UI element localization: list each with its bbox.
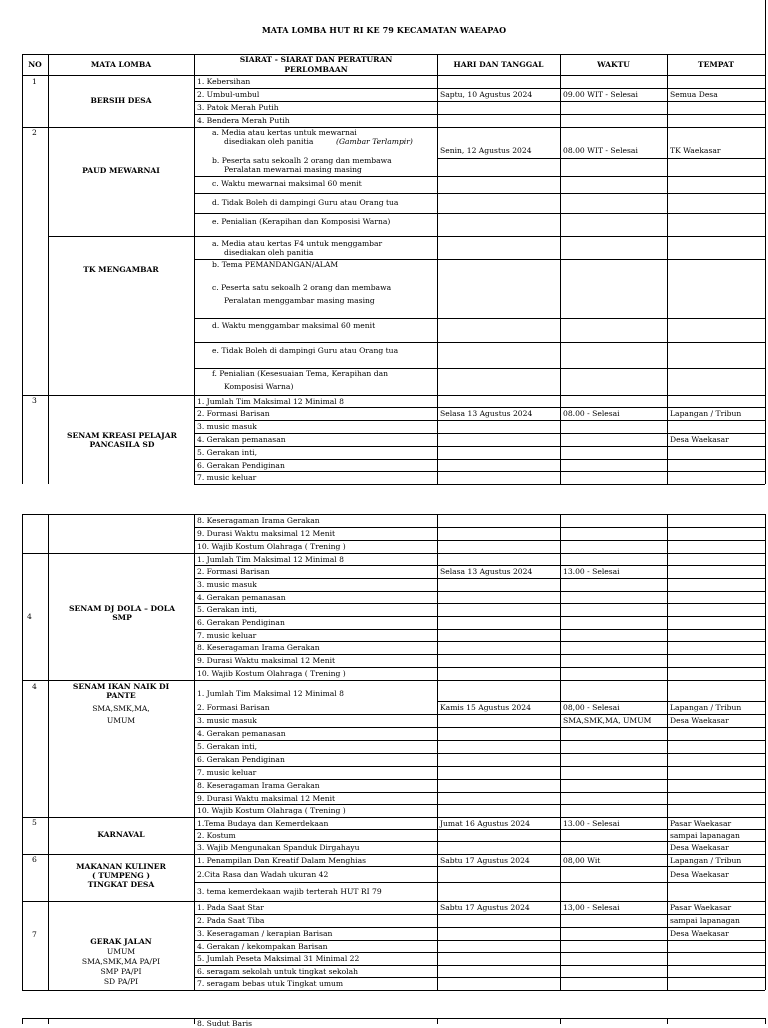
row-number: 4 [32, 682, 37, 691]
competition-name: BERSIH DESA [90, 96, 152, 105]
rule-item: 3. Wajib Mengunakan Spanduk Dirgahayu [197, 843, 360, 852]
rule-item: 6. Gerakan Pendiginan [197, 461, 285, 470]
rule-item: 1. Pada Saat Star [197, 903, 264, 912]
competition-name: SENAM IKAN NAIK DI [72, 682, 170, 691]
competition-time: 13,00 - Selesai [563, 903, 620, 912]
rule-item: 3. Patok Merah Putih [197, 103, 279, 112]
rule-item: disediakan oleh panitia [224, 137, 314, 146]
competition-time: 08.00 WIT - Selesai [563, 146, 638, 155]
rule-item: e. Tidak Boleh di dampingi Guru atau Orang tua [212, 346, 399, 355]
rule-item: 1. Penampilan Dan Kreatif Dalam Menghias [197, 856, 366, 865]
rule-item: 2. Umbul-umbul [197, 90, 260, 99]
rule-item: (Gambar Terlampir) [336, 137, 413, 146]
rule-item: 10. Wajib Kostum Olahraga ( Trening ) [197, 806, 346, 815]
header-hari-tanggal: HARI DAN TANGGAL [453, 60, 544, 69]
rule-item: 7. music keluar [197, 473, 257, 482]
competition-date: Selasa 13 Agustus 2024 [440, 409, 533, 418]
competition-time: 08.00 - Selesai [563, 409, 620, 418]
rule-item: 4. Gerakan pemanasan [197, 593, 286, 602]
rule-item: 1. Kebersihan [197, 77, 251, 86]
rule-item: 6. Gerakan Pendiginan [197, 618, 285, 627]
competition-date: Selasa 13 Agustus 2024 [440, 567, 533, 576]
competition-time: 13.00 - Selesai [563, 567, 620, 576]
row-number: 3 [32, 396, 37, 405]
rule-item: c. Waktu mewarnai maksimal 60 menit [212, 179, 362, 188]
competition-category: SMA,SMK,MA PA/PI [81, 957, 161, 966]
competition-name: SENAM DJ DOLA – DOLA SMP [69, 604, 175, 622]
competition-place: TK Waekasar [670, 146, 721, 155]
rule-item: 8. Keseragaman Irama Gerakan [197, 781, 320, 790]
document-title: MATA LOMBA HUT RI KE 79 KECAMATAN WAEAPAO [261, 25, 507, 35]
competition-name: GERAK JALAN [90, 937, 152, 946]
rule-item: disediakan oleh panitia [224, 248, 314, 257]
competition-name: MAKANAN KULINER [76, 862, 166, 871]
competition-name: ( TUMPENG ) [91, 871, 151, 880]
rule-item: 2. Formasi Barisan [197, 567, 270, 576]
competition-date: Saptu, 10 Agustus 2024 [440, 90, 533, 99]
header-tempat: TEMPAT [697, 60, 735, 69]
rule-item: 4. Bendera Merah Putih [197, 116, 290, 125]
rule-item: 9. Durasi Waktu maksimal 12 Menit [197, 656, 336, 665]
rule-item: 3. music masuk [197, 716, 257, 725]
row-number: 2 [32, 128, 37, 137]
competition-name: PANTE [106, 691, 136, 700]
competition-place: Semua Desa [670, 90, 718, 99]
row-number: 6 [32, 855, 37, 864]
competition-name: TK MENGAMBAR [83, 265, 159, 274]
rule-item: 1. Jumlah Tim Maksimal 12 Minimal 8 [197, 555, 344, 564]
competition-time: 09.00 WIT - Selesai [563, 90, 638, 99]
rule-item: 7. music keluar [197, 768, 257, 777]
row-number: 7 [32, 930, 37, 939]
rule-item: 1. Jumlah Tim Maksimal 12 Minimal 8 [197, 689, 344, 698]
rule-item: a. Media atau kertas untuk mewarnai [212, 128, 357, 137]
competition-place: Lapangan / Tribun [670, 409, 742, 418]
competition-category: SD PA/PI [103, 977, 139, 986]
header-waktu: WAKTU [597, 60, 630, 69]
rule-item: 4. Gerakan / kekompakan Barisan [197, 942, 328, 951]
rule-item: 4. Gerakan pemanasan [197, 729, 286, 738]
header-no: NO [28, 60, 42, 69]
rule-item: 10. Wajib Kostum Olahraga ( Trening ) [197, 542, 346, 551]
competition-category: SMP PA/PI [100, 967, 142, 976]
rule-item: 2.Cita Rasa dan Wadah ukuran 42 [197, 870, 329, 879]
rule-item: 2. Kostum [197, 831, 236, 840]
rule-item: Komposisi Warna) [224, 382, 294, 391]
rule-item: 5. Gerakan inti, [197, 448, 258, 457]
rule-item: 9. Durasi Waktu maksimal 12 Menit [197, 529, 336, 538]
header-syarat: SIARAT - SIARAT DAN PERATURAN PERLOMBAAN [239, 55, 393, 74]
rule-item: d. Tidak Boleh di dampingi Guru atau Orang tua [212, 198, 399, 207]
competition-time: 08,00 Wit [563, 856, 601, 865]
competition-time: 08,00 - Selesai [563, 703, 620, 712]
competition-name: SENAM KREASI PELAJAR PANCASILA SD [67, 431, 177, 449]
rule-item: 8. Sudut Baris [197, 1019, 253, 1028]
competition-date: Kamis 15 Agustus 2024 [440, 703, 531, 712]
competition-place: Desa Waekasar [670, 843, 729, 852]
rule-item: c. Peserta satu sekoalh 2 orang dan membawa [212, 283, 392, 292]
competition-category: UMUM [106, 947, 136, 956]
rule-item: 8. Keseragaman Irama Gerakan [197, 516, 320, 525]
competition-category: UMUM [106, 716, 136, 725]
rule-item: 2. Formasi Barisan [197, 409, 270, 418]
rule-item: b. Tema PEMANDANGAN/ALAM [212, 260, 339, 269]
rule-item: 1. Jumlah Tim Maksimal 12 Minimal 8 [197, 397, 344, 406]
competition-category: SMA,SMK,MA, [92, 704, 150, 713]
competition-date: Jumat 16 Agustus 2024 [440, 819, 530, 828]
rule-item: 2. Formasi Barisan [197, 703, 270, 712]
rule-item: e. Penialian (Kerapihan dan Komposisi Warna) [212, 217, 391, 226]
competition-place: Desa Waekasar [670, 929, 729, 938]
rule-item: Peralatan menggambar masing masing [224, 296, 375, 305]
rule-item: 7. seragam bebas utuk Tingkat umum [197, 979, 344, 988]
competition-date: Sabtu 17 Agustus 2024 [440, 856, 530, 865]
rule-item: 3. tema kemerdekaan wajib terterah HUT RI 79 [197, 887, 382, 896]
rule-item: 1.Tema Budaya dan Kemerdekaan [197, 819, 329, 828]
rule-item: 7. music keluar [197, 631, 257, 640]
row-number: 5 [32, 818, 37, 827]
competition-place: Pasar Waekasar [670, 903, 732, 912]
rule-item: f. Penialian (Kesesuaian Tema, Kerapihan dan [212, 369, 388, 378]
rule-item: 5. Gerakan inti, [197, 605, 258, 614]
rule-item: 2. Pada Saat Tiba [197, 916, 265, 925]
rule-item: 10. Wajib Kostum Olahraga ( Trening ) [197, 669, 346, 678]
competition-place: Desa Waekasar [670, 870, 729, 879]
rule-item: 5. Gerakan inti, [197, 742, 258, 751]
row-number: 4 [27, 612, 32, 621]
rule-item: b. Peserta satu sekoalh 2 orang dan membawa [212, 156, 392, 165]
rule-item: d. Waktu menggambar maksimal 60 menit [212, 321, 376, 330]
rule-item: a. Media atau kertas F4 untuk menggambar [212, 239, 383, 248]
competition-date: Senin, 12 Agustus 2024 [440, 146, 532, 155]
rule-item: 6. seragam sekolah untuk tingkat sekolah [197, 967, 359, 976]
rule-item: 5. Jumlah Peseta Maksimal 31 Minimal 22 [197, 954, 360, 963]
rule-item: 3. Keseragaman / kerapian Barisan [197, 929, 333, 938]
competition-place: Lapangan / Tribun [670, 856, 742, 865]
competition-date: Sabtu 17 Agustus 2024 [440, 903, 530, 912]
competition-place: Pasar Waekasar [670, 819, 732, 828]
rule-item: 4. Gerakan pemanasan [197, 435, 286, 444]
rule-item: 3. music masuk [197, 580, 257, 589]
competition-name: KARNAVAL [97, 830, 145, 839]
competition-place: sampai lapanagan [670, 916, 740, 925]
competition-name: TINGKAT DESA [87, 880, 155, 889]
rule-item: Peralatan mewarnai masing masing [224, 165, 362, 174]
rule-item: 8. Keseragaman Irama Gerakan [197, 643, 320, 652]
competition-place: Desa Waekasar [670, 435, 729, 444]
rule-item: 6. Gerakan Pendiginan [197, 755, 285, 764]
rule-item: 9. Durasi Waktu maksimal 12 Menit [197, 794, 336, 803]
row-number: 1 [32, 77, 37, 86]
header-mata-lomba: MATA LOMBA [90, 60, 152, 69]
competition-place: sampai lapanagan [670, 831, 740, 840]
rule-item: 3. music masuk [197, 422, 257, 431]
competition-time: SMA,SMK,MA, UMUM [563, 716, 652, 725]
competition-name: PAUD MEWARNAI [82, 166, 160, 175]
competition-time: 13.00 - Selesai [563, 819, 620, 828]
competition-place: Desa Waekasar [670, 716, 729, 725]
competition-place: Lapangan / Tribun [670, 703, 742, 712]
